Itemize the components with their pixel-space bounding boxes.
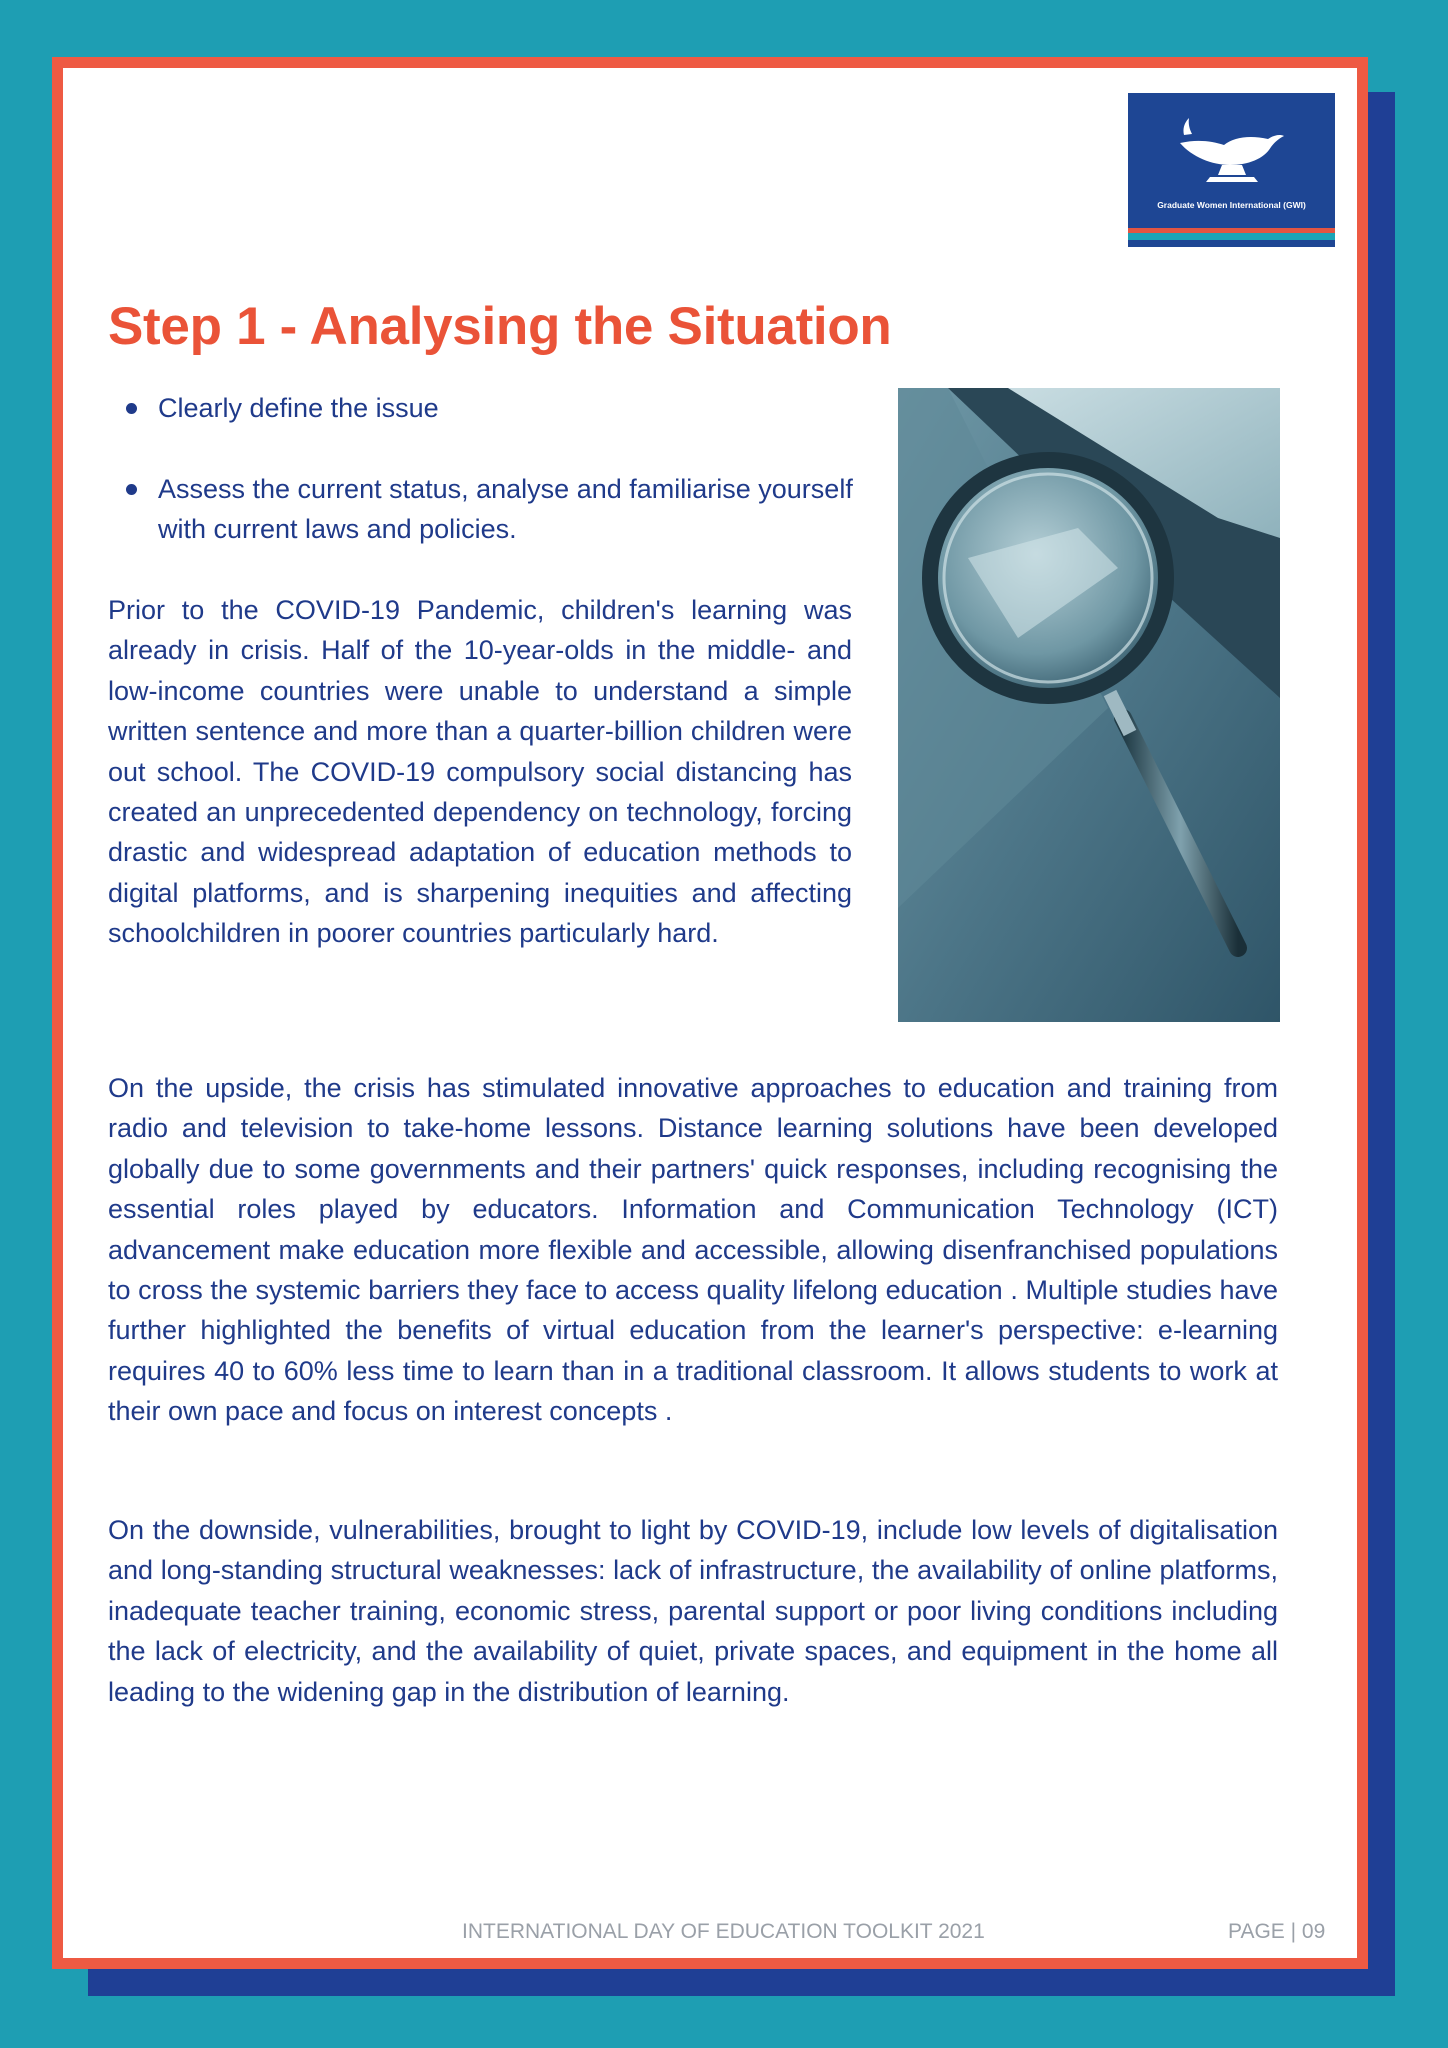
- bullet-text: Clearly define the issue: [158, 393, 439, 423]
- page-title: Step 1 - Analysing the Situation: [108, 297, 892, 356]
- logo-organization-name: Graduate Women International (GWI): [1157, 200, 1306, 210]
- footer-title: INTERNATIONAL DAY OF EDUCATION TOOLKIT 2021: [462, 1920, 985, 1943]
- magnifying-glass-photo: [898, 388, 1280, 1022]
- magnifying-glass-icon: [898, 388, 1280, 1022]
- bullet-item: [108, 388, 868, 428]
- gwi-logo: [1128, 93, 1335, 247]
- paragraph-downside: On the downside, vulnerabilities, brought to light by COVID-19, include low levels of digitalisation and long-standing structural weaknesses: lack of infrastructure, the availability of online platforms, inadequate teacher training, economic stress, parental support or poor living conditions including the lack of electricity, and the availability of quiet, private spaces, and equipment in the home all leading to the widening gap in the distribution of learning.: [108, 1515, 1278, 1707]
- page-number: PAGE | 09: [1228, 1920, 1326, 1943]
- paragraph-upside: On the upside, the crisis has stimulated innovative approaches to education and training from radio and television to take-home lessons. Distance learning solutions have been developed globally due to some governments and their partners' quick responses, including recognising the essential roles played by educators. Information and Communication Technology (ICT) advancement make education more flexible and accessible, allowing disenfranchised populations to cross the systemic barriers they face to access quality lifelong education . Multiple studies have further highlighted the benefits of virtual education from the learner's perspective: e-learning requires 40 to 60% less time to learn than in a traditional classroom. It allows students to work at their own pace and focus on interest concepts .: [108, 1073, 1278, 1427]
- paragraph-prior-covid: Prior to the COVID-19 Pandemic, children's learning was already in crisis. Half of the 10-year-olds in the middle- and low-income countries were unable to understand a simple written sentence and more than a quarter-billion children were out school. The COVID-19 compulsory social distancing has created an unprecedented dependency on technology, forcing drastic and widespread adaptation of education methods to digital platforms, and is sharpening inequities and affecting schoolchildren in poorer countries particularly hard.: [108, 595, 852, 949]
- bullet-text: Assess the current status, analyse and familiarise yourself with current laws and policies.: [158, 474, 853, 544]
- bullet-dot-icon: [126, 403, 137, 414]
- bullet-list: [108, 388, 868, 590]
- bullet-item: [108, 469, 868, 549]
- bullet-dot-icon: [126, 484, 137, 495]
- logo-stripe-teal: [1128, 233, 1335, 240]
- oil-lamp-icon: [1172, 115, 1292, 195]
